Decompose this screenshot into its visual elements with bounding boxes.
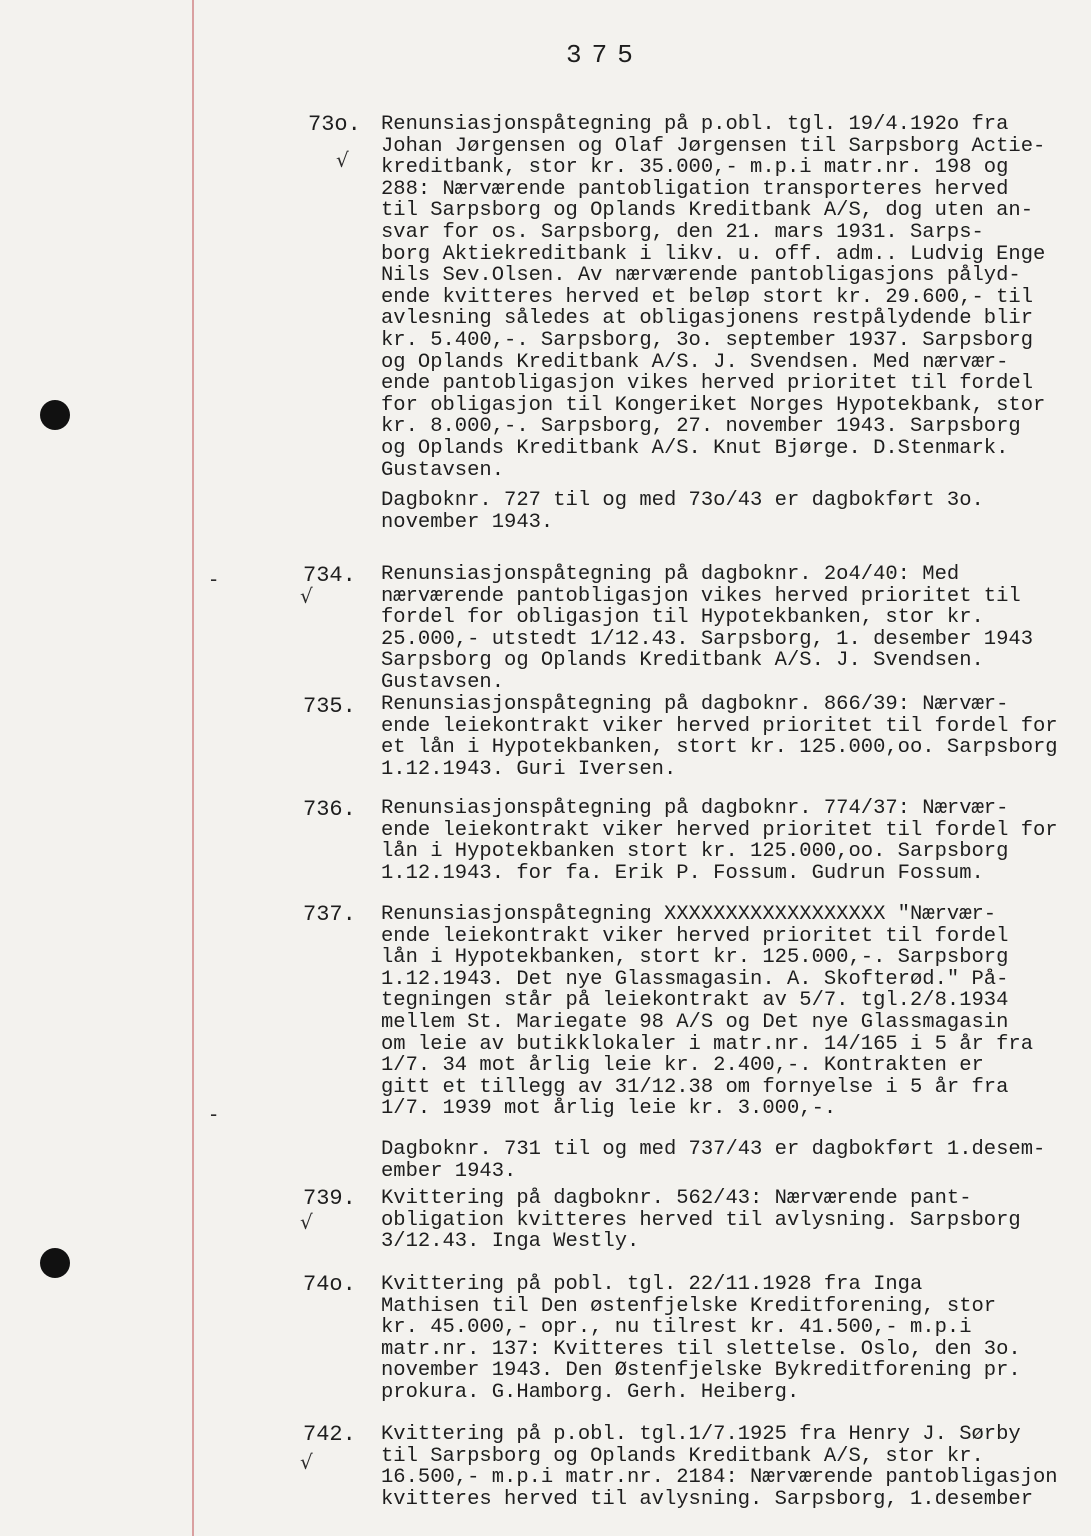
check-mark: √ — [300, 1450, 313, 1474]
text-line: et lån i Hypotekbanken, stort kr. 125.000,oo. Sarpsborg — [381, 736, 1058, 760]
check-mark: √ — [300, 584, 313, 608]
text-line: Sarpsborg og Oplands Kreditbank A/S. J. Svendsen. — [381, 649, 984, 673]
text-line: Gustavsen. — [381, 458, 505, 482]
text-line: kr. 45.000,- opr., nu tilrest kr. 41.500,- m.p.i — [381, 1316, 972, 1340]
text-line: fordel for obligasjon til Hypotekbanken, stor kr. — [381, 606, 984, 630]
text-line: lån i Hypotekbanken, stort kr. 125.000,-. Sarpsborg — [381, 946, 1009, 970]
text-line: til Sarpsborg og Oplands Kreditbank A/S, dog uten an- — [381, 199, 1034, 223]
text-line: Renunsiasjonspåtegning på p.obl. tgl. 19/4.192o fra — [381, 113, 1009, 136]
text-line: november 1943. Den Østenfjelske Bykreditforening pr. — [381, 1359, 1021, 1383]
text-line: ende kvitteres herved et beløp stort kr. 29.600,- til — [381, 285, 1034, 309]
text-line: Dagboknr. 727 til og med 73o/43 er dagbokført 3o. — [381, 489, 984, 512]
text-line: 1/7. 1939 mot årlig leie kr. 3.000,-. — [381, 1097, 837, 1121]
text-line: Nils Sev.Olsen. Av nærværende pantobligasjons pålyd- — [381, 264, 1021, 288]
text-line: mellem St. Mariegate 98 A/S og Det nye Glassmagasin — [381, 1010, 1009, 1034]
entry-text — [381, 564, 1081, 694]
text-line: november 1943. — [381, 510, 554, 534]
entry-number: 737. — [303, 902, 356, 927]
text-line: Renunsiasjonspåtegning på dagboknr. 866/39: Nærvær- — [381, 693, 1009, 716]
text-line: 1.12.1943. Det nye Glassmagasin. A. Skofterød." På- — [381, 967, 1009, 991]
dagbok-note — [381, 490, 1081, 533]
text-line: Renunsiasjonspåtegning på dagboknr. 2o4/40: Med — [381, 563, 960, 586]
entry-text — [381, 798, 1081, 884]
text-line: Mathisen til Den østenfjelske Kreditforening, stor — [381, 1294, 997, 1318]
margin-rule — [192, 0, 194, 1536]
margin-dash: - — [210, 1102, 218, 1126]
text-line: svar for os. Sarpsborg, den 21. mars 1931. Sarps- — [381, 220, 984, 244]
text-line: for obligasjon til Kongeriket Norges Hypotekbank, stor — [381, 393, 1046, 417]
check-mark: √ — [300, 1210, 313, 1234]
text-line: Renunsiasjonspåtegning på dagboknr. 774/37: Nærvær- — [381, 797, 1009, 820]
text-line: til Sarpsborg og Oplands Kreditbank A/S, stor kr. — [381, 1444, 984, 1468]
text-line: 1/7. 34 mot årlig leie kr. 2.400,-. Kontrakten er — [381, 1054, 984, 1078]
text-line: matr.nr. 137: Kvitteres til slettelse. Oslo, den 3o. — [381, 1337, 1021, 1361]
text-line: Kvittering på dagboknr. 562/43: Nærværende pant- — [381, 1187, 972, 1210]
punch-hole-bottom — [40, 1248, 70, 1278]
entry-number: 742. — [303, 1422, 356, 1447]
text-line: lån i Hypotekbanken stort kr. 125.000,oo. Sarpsborg — [381, 840, 1009, 864]
text-line: og Oplands Kreditbank A/S. Knut Bjørge. D.Stenmark. — [381, 436, 1009, 460]
punch-hole-top — [40, 400, 70, 430]
text-line: 288: Nærværende pantobligation transporteres herved — [381, 177, 1009, 201]
dagbok-note — [381, 1139, 1081, 1182]
text-line: 25.000,- utstedt 1/12.43. Sarpsborg, 1. desember 1943 — [381, 627, 1034, 651]
text-line: kr. 8.000,-. Sarpsborg, 27. november 1943. Sarpsborg — [381, 415, 1021, 439]
text-line: om leie av butikklokaler i matr.nr. 14/165 i 5 år fra — [381, 1032, 1034, 1056]
text-line: 3/12.43. Inga Westly. — [381, 1230, 640, 1254]
margin-dash: - — [210, 567, 218, 591]
text-line: ember 1943. — [381, 1159, 517, 1183]
text-line: Kvittering på p.obl. tgl.1/7.1925 fra Henry J. Sørby — [381, 1423, 1021, 1446]
text-line: kvitteres herved til avlysning. Sarpsborg, 1.desember — [381, 1487, 1034, 1511]
check-mark: √ — [336, 148, 349, 172]
text-line: tegningen står på leiekontrakt av 5/7. tgl.2/8.1934 — [381, 989, 1009, 1013]
text-line: ende leiekontrakt viker herved prioritet til fordel — [381, 924, 1009, 948]
text-line: og Oplands Kreditbank A/S. J. Svendsen. Med nærvær- — [381, 350, 1009, 374]
text-line: nærværende pantobligasjon vikes herved prioritet til — [381, 584, 1021, 608]
text-line: ende leiekontrakt viker herved prioritet til fordel for — [381, 818, 1058, 842]
entry-text — [381, 1274, 1081, 1404]
text-line: gitt et tillegg av 31/12.38 om fornyelse i 5 år fra — [381, 1075, 1009, 1099]
entry-number: 73o. — [308, 112, 361, 137]
entry-text — [381, 1188, 1081, 1253]
text-line: ende leiekontrakt viker herved prioritet til fordel for — [381, 714, 1058, 738]
entry-text — [381, 694, 1081, 780]
entry-text — [381, 904, 1081, 1120]
text-line: 16.500,- m.p.i matr.nr. 2184: Nærværende pantobligasjon — [381, 1466, 1058, 1490]
text-line: Johan Jørgensen og Olaf Jørgensen til Sarpsborg Actie- — [381, 134, 1046, 158]
text-line: 1.12.1943. Guri Iversen. — [381, 757, 677, 781]
page-number: 375 — [566, 40, 643, 70]
text-line: 1.12.1943. for fa. Erik P. Fossum. Gudrun Fossum. — [381, 861, 984, 885]
text-line: obligation kvitteres herved til avlysning. Sarpsborg — [381, 1208, 1021, 1232]
text-line: borg Aktiekreditbank i likv. u. off. adm.. Ludvig Enge — [381, 242, 1046, 266]
entry-text — [381, 114, 1081, 481]
entry-number: 734. — [303, 563, 356, 588]
entry-number: 739. — [303, 1186, 356, 1211]
text-line: avlesning således at obligasjonens restpålydende blir — [381, 307, 1034, 331]
entry-number: 736. — [303, 797, 356, 822]
entry-number: 74o. — [303, 1272, 356, 1297]
text-line: kreditbank, stor kr. 35.000,- m.p.i matr.nr. 198 og — [381, 156, 1009, 180]
text-line: prokura. G.Hamborg. Gerh. Heiberg. — [381, 1380, 800, 1404]
text-line: Gustavsen. — [381, 670, 505, 694]
entry-number: 735. — [303, 694, 356, 719]
text-line: ende pantobligasjon vikes herved prioritet til fordel — [381, 372, 1034, 396]
text-line: Dagboknr. 731 til og med 737/43 er dagbokført 1.desem- — [381, 1138, 1046, 1161]
text-line: Renunsiasjonspåtegning XXXXXXXXXXXXXXXXXX "Nærvær- — [381, 903, 997, 926]
text-line: kr. 5.400,-. Sarpsborg, 3o. september 1937. Sarpsborg — [381, 328, 1034, 352]
text-line: Kvittering på pobl. tgl. 22/11.1928 fra Inga — [381, 1273, 923, 1296]
entry-text — [381, 1424, 1081, 1510]
